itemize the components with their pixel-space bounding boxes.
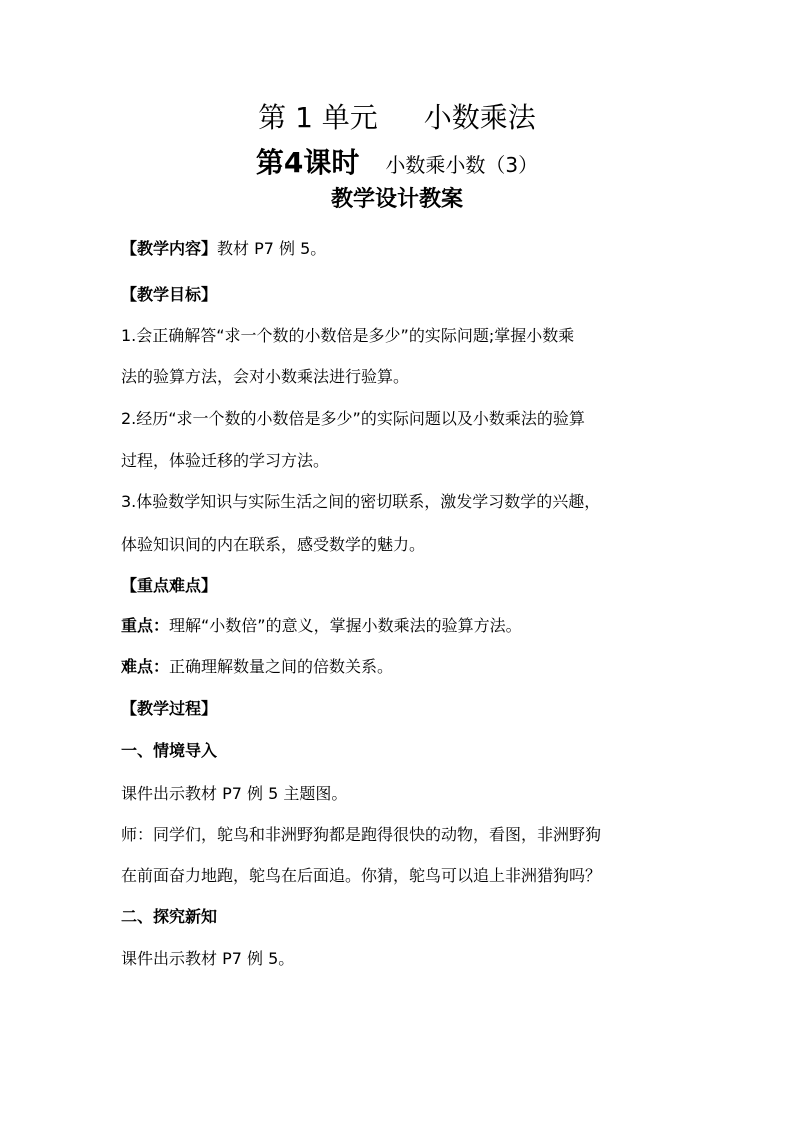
objectives-heading: 【教学目标】	[121, 285, 218, 304]
section-heading-intro: 一、情境导入	[121, 741, 218, 760]
teaching-content-text: 教材 P7 例 5。	[217, 239, 327, 258]
lesson-topic: 小数乘小数（3）	[385, 153, 539, 177]
objective-line: 过程，体验迁移的学习方法。	[121, 451, 330, 470]
focus-text: 理解“小数倍”的意义，掌握小数乘法的验算方法。	[169, 616, 522, 635]
objective-line: 3.体验数学知识与实际生活之间的密切联系，激发学习数学的兴趣，	[121, 492, 601, 511]
lesson-title	[0, 145, 794, 185]
section-heading-explore: 二、探究新知	[121, 907, 218, 926]
difficulty-label: 难点：	[121, 657, 170, 676]
difficulty-text: 正确理解数量之间的倍数关系。	[169, 657, 394, 676]
objective-line: 法的验算方法，会对小数乘法进行验算。	[121, 367, 410, 386]
process-heading: 【教学过程】	[121, 699, 218, 718]
difficulty-point	[121, 656, 681, 678]
teaching-content	[121, 238, 681, 260]
focus-label: 重点：	[121, 616, 170, 635]
focus-point	[121, 615, 681, 637]
key-points-heading: 【重点难点】	[121, 576, 218, 595]
process-line: 在前面奋力地跑，鸵鸟在后面追。你猜，鸵鸟可以追上非洲猎狗吗？	[121, 866, 602, 885]
unit-title	[0, 100, 794, 136]
unit-topic: 小数乘法	[423, 101, 536, 134]
unit-number: 第 1 单元	[258, 101, 378, 134]
process-line: 课件出示教材 P7 例 5。	[121, 949, 295, 968]
process-line: 师：同学们，鸵鸟和非洲野狗都是跑得很快的动物，看图，非洲野狗	[121, 825, 602, 844]
objective-line: 2.经历“求一个数的小数倍是多少”的实际问题以及小数乘法的验算	[121, 409, 585, 428]
lesson-number: 第4课时	[255, 146, 360, 179]
process-line: 课件出示教材 P7 例 5 主题图。	[121, 784, 348, 803]
objective-line: 体验知识间的内在联系，感受数学的魅力。	[121, 535, 426, 554]
document-type-heading: 教学设计教案	[330, 187, 463, 212]
teaching-content-label: 【教学内容】	[121, 239, 218, 258]
objective-line: 1.会正确解答“求一个数的小数倍是多少”的实际问题;掌握小数乘	[121, 326, 575, 345]
